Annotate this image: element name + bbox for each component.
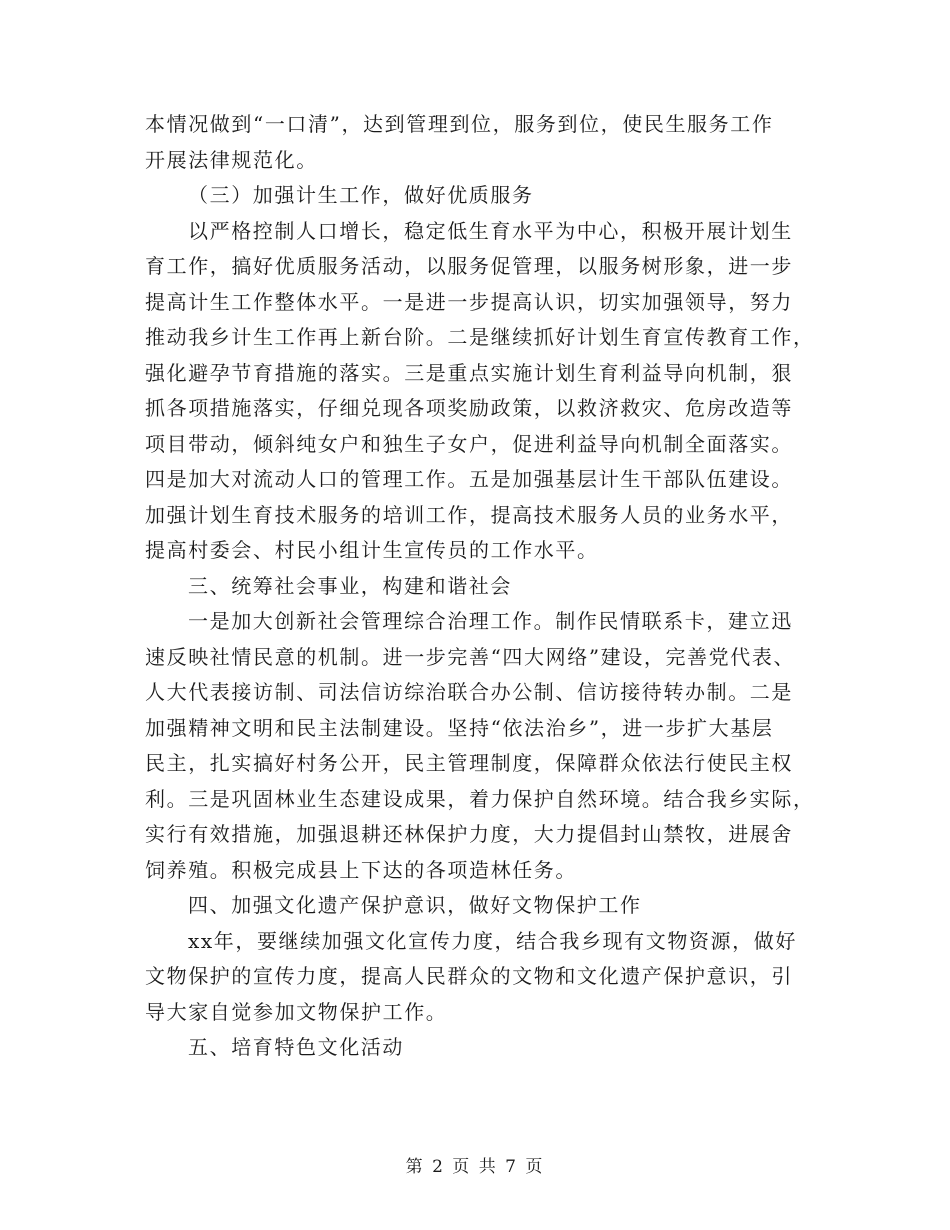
document-body (145, 107, 815, 1066)
text-line: 提高村委会、村民小组计生宣传员的工作水平。 (145, 538, 599, 562)
text-line: 开展法律规范化。 (145, 147, 318, 172)
section-heading: 四、加强文化遗产保护意识，做好文物保护工作 (188, 893, 642, 917)
text-line: 利。三是巩固林业生态建设成果，着力保护自然环境。结合我乡实际， (145, 786, 815, 811)
text-line: 实行有效措施，加强退耕还林保护力度，大力提倡封山禁牧，进展舍 (145, 822, 793, 846)
text-line: 提高计生工作整体水平。一是进一步提高认识，切实加强领导，努力 (145, 289, 793, 314)
text-line: 育工作，搞好优质服务活动，以服务促管理，以服务树形象，进一步 (145, 254, 793, 278)
text-line: 文物保护的宣传力度，提高人民群众的文物和文化遗产保护意识，引 (145, 964, 793, 988)
text-line: 民主，扎实搞好村务公开，民主管理制度，保障群众依法行使民主权 (145, 751, 793, 775)
text-line: 四是加大对流动人口的管理工作。五是加强基层计生干部队伍建设。 (145, 467, 793, 491)
text-line: 以严格控制人口增长，稳定低生育水平为中心，积极开展计划生 (188, 218, 793, 243)
text-line: 速反映社情民意的机制。进一步完善“四大网络”建设，完善党代表、 (145, 644, 796, 669)
text-line: 一是加大创新社会管理综合治理工作。制作民情联系卡，建立迅 (188, 609, 793, 633)
text-line: 强化避孕节育措施的落实。三是重点实施计划生育利益导向机制，狠 (145, 360, 793, 385)
text-line: 本情况做到“一口清”，达到管理到位，服务到位，使民生服务工作 (145, 112, 774, 136)
text-line: 推动我乡计生工作再上新台阶。二是继续抓好计划生育宣传教育工作， (145, 325, 815, 349)
text-line: 饲养殖。积极完成县上下达的各项造林任务。 (145, 857, 577, 882)
text-line: 加强计划生育技术服务的培训工作，提高技术服务人员的业务水平， (145, 502, 793, 527)
section-heading: 五、培育特色文化活动 (188, 1035, 404, 1059)
text-line: 项目带动，倾斜纯女户和独生子女户，促进利益导向机制全面落实。 (145, 431, 793, 456)
section-heading: 三、统筹社会事业，构建和谐社会 (188, 573, 512, 598)
text-line: 人大代表接访制、司法信访综治联合办公制、信访接待转办制。二是 (145, 680, 793, 704)
text-line: 加强精神文明和民主法制建设。坚持“依法治乡”，进一步扩大基层 (145, 715, 774, 740)
text-line: xx年，要继续加强文化宣传力度，结合我乡现有文物资源，做好 (188, 928, 797, 953)
section-heading: （三）加强计生工作，做好优质服务 (188, 183, 534, 207)
text-line: 抓各项措施落实，仔细兑现各项奖励政策，以救济救灾、危房改造等 (145, 396, 793, 420)
text-line: 导大家自觉参加文物保护工作。 (145, 999, 448, 1024)
page-number-footer: 第 2 页 共 7 页 (405, 1157, 545, 1177)
